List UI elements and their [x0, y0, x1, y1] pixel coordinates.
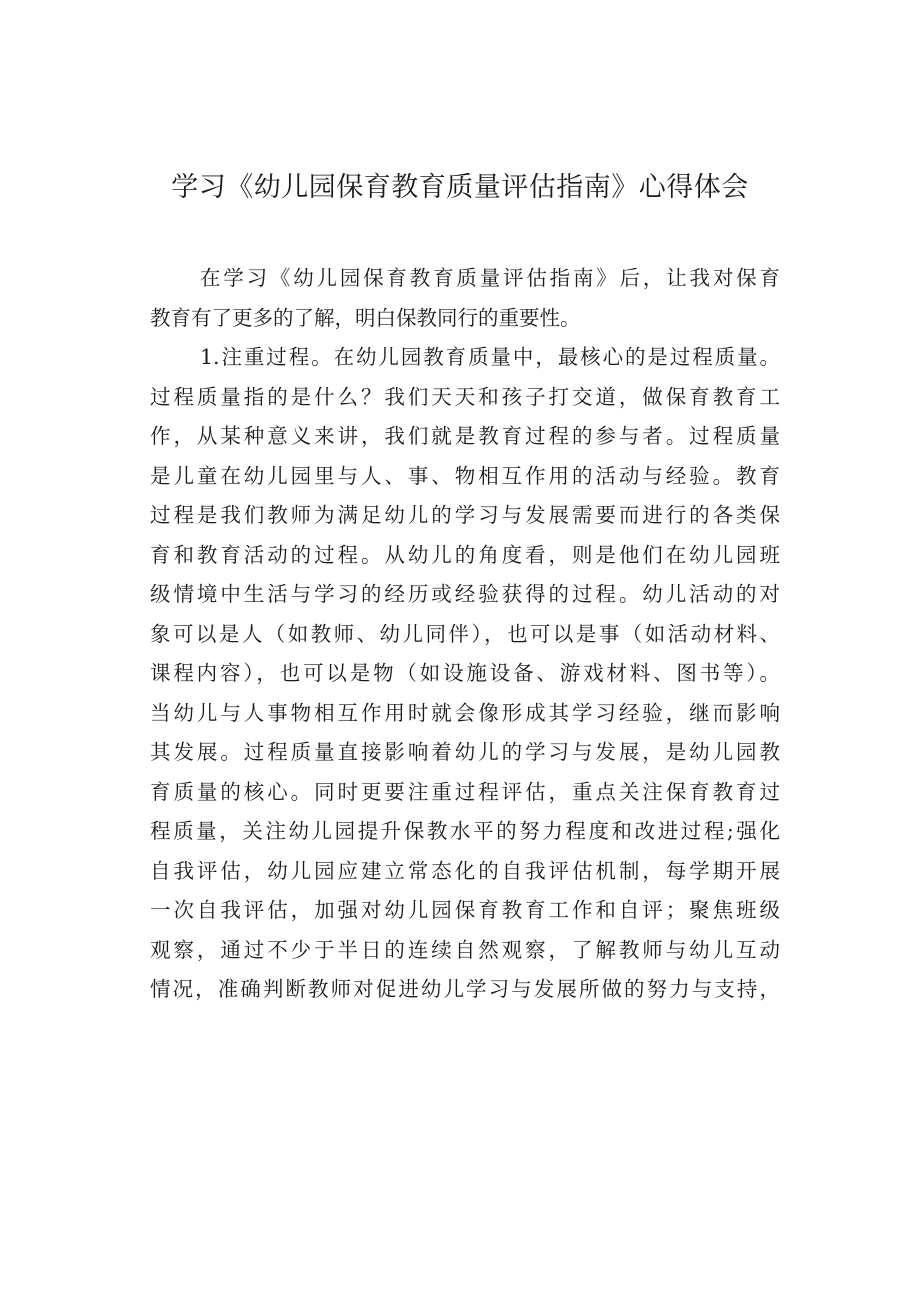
paragraph-line: 其发展。过程质量直接影响着幼儿的学习与发展，是幼儿园教: [150, 740, 780, 764]
paragraph-line: 当幼儿与人事物相互作用时就会像形成其学习经验，继而影响: [150, 700, 780, 725]
paragraph-line: 自我评估，幼儿园应建立常态化的自我评估机制，每学期开展: [150, 858, 780, 883]
paragraph-line: 观察，通过不少于半日的连续自然观察，了解教师与幼儿互动: [150, 937, 780, 962]
paragraph-line: 情况，准确判断教师对促进幼儿学习与发展所做的努力与支持，: [150, 977, 780, 1001]
paragraph-line: 一次自我评估，加强对幼儿园保育教育工作和自评；聚焦班级: [150, 898, 780, 922]
paragraph-line: 程质量，关注幼儿园提升保教水平的努力程度和改进过程;强化: [150, 819, 780, 843]
paragraph-line: 育和教育活动的过程。从幼儿的角度看，则是他们在幼儿园班: [150, 542, 780, 567]
paragraph-line: 课程内容），也可以是物（如设施设备、游戏材料、图书等）。: [150, 661, 780, 685]
paragraph-line: 过程是我们教师为满足幼儿的学习与发展需要而进行的各类保: [150, 503, 780, 527]
paragraph-line: 级情境中生活与学习的经历或经验获得的过程。幼儿活动的对: [150, 582, 780, 606]
paragraph-line: 育质量的核心。同时更要注重过程评估，重点关注保育教育过: [150, 779, 780, 804]
paragraph-line: 过程质量指的是什么？我们天天和孩子打交道，做保育教育工: [150, 384, 780, 409]
document-body: [150, 259, 780, 1010]
paragraph-line: 作，从某种意义来讲，我们就是教育过程的参与者。过程质量: [150, 424, 780, 448]
paragraph-line: 在学习《幼儿园保育教育质量评估指南》后，让我对保育: [200, 266, 780, 290]
paragraph-line: 1.注重过程。在幼儿园教育质量中，最核心的是过程质量。: [200, 345, 780, 369]
paragraph-line: 教育有了更多的了解，明白保教同行的重要性。: [150, 305, 581, 330]
paragraph-line: 是儿童在幼儿园里与人、事、物相互作用的活动与经验。教育: [150, 463, 780, 488]
document-title: 学习《幼儿园保育教育质量评估指南》心得体会: [171, 172, 749, 203]
paragraph-line: 象可以是人（如教师、幼儿同伴），也可以是事（如活动材料、: [150, 621, 780, 646]
